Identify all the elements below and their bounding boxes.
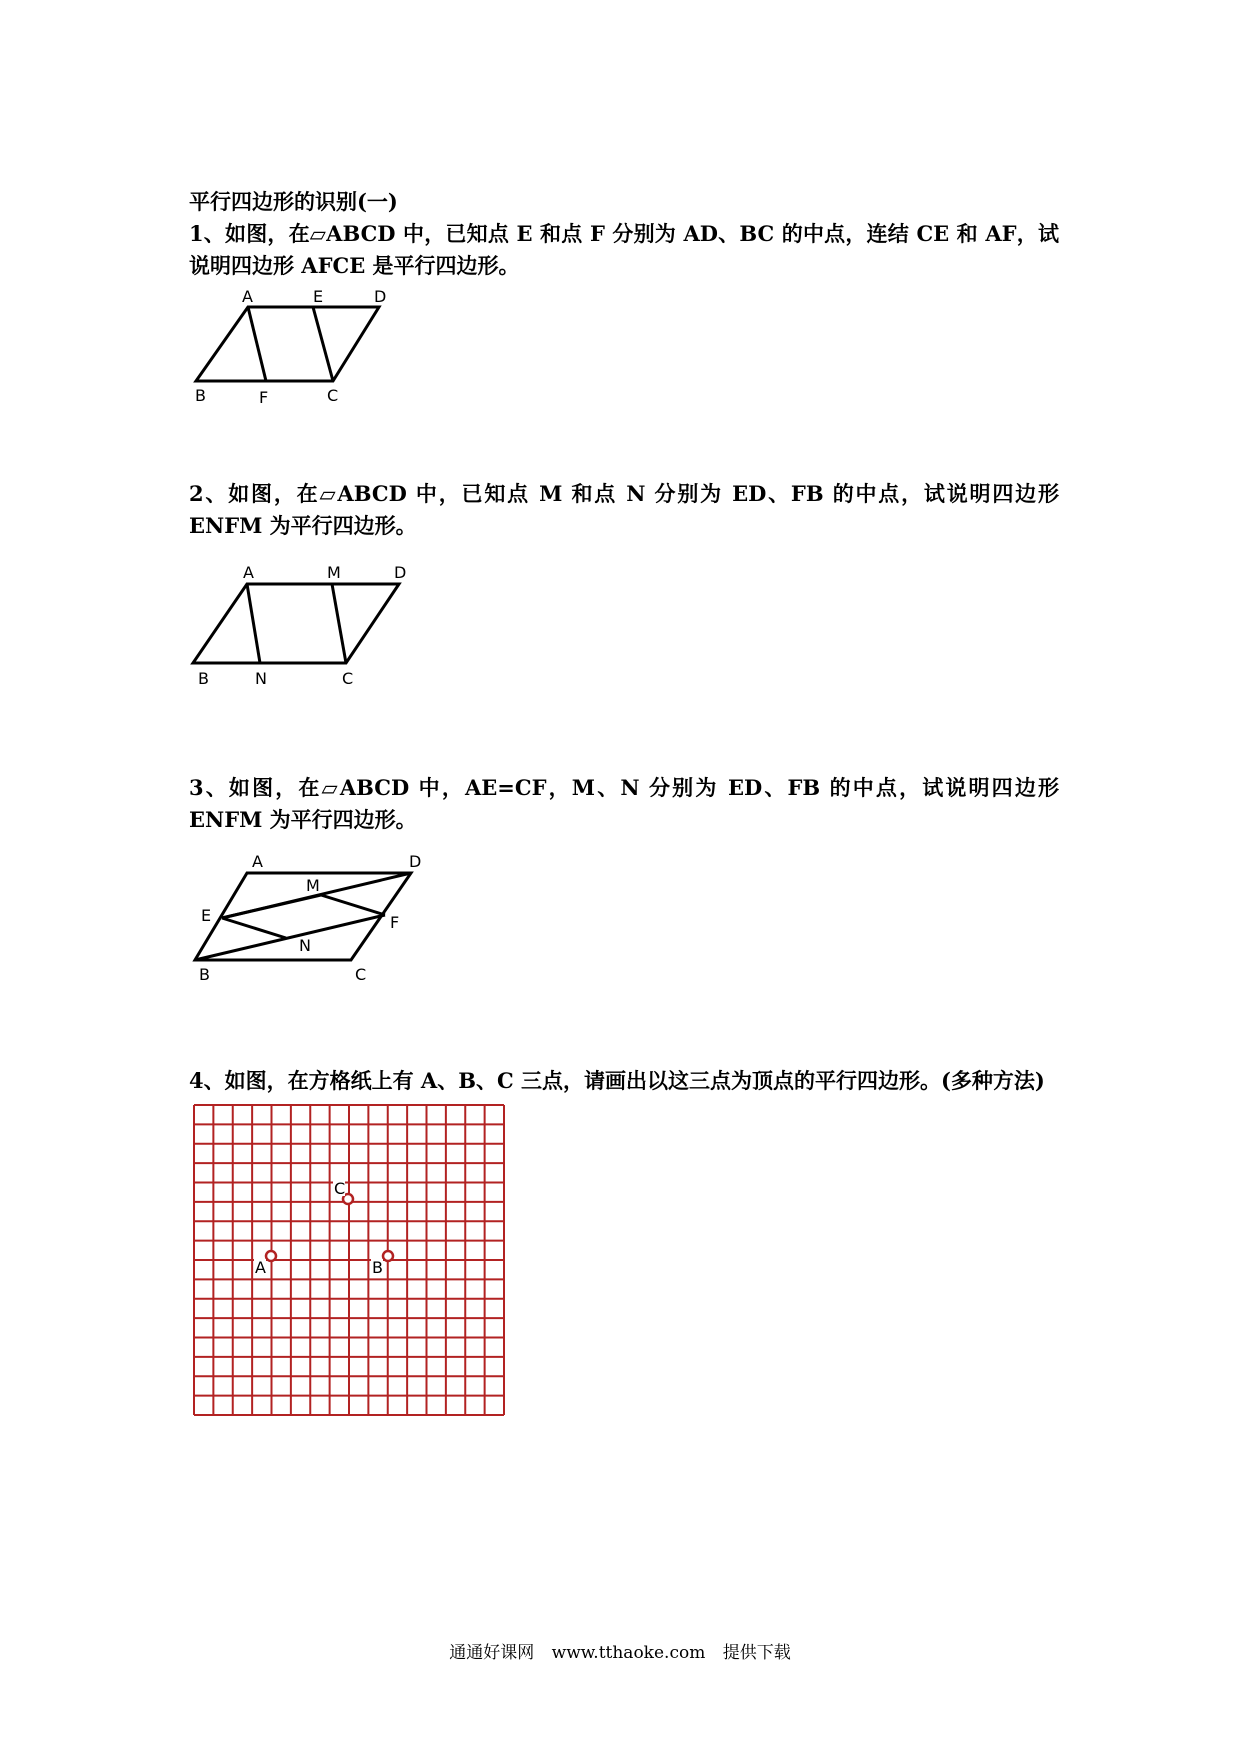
fig1-label-e: E (313, 287, 324, 306)
question-3: 3、如图，在▱ABCD 中，AE=CF，M、N 分别为 ED、FB 的中点，试说明四边形 ENFM 为平行四边形。 (189, 775, 1059, 832)
fig3-label-b: B (199, 965, 210, 984)
grid-lines (194, 1105, 504, 1415)
fig3-segment-em (222, 895, 321, 918)
figure-3 (189, 848, 439, 988)
fig3-segment-mf (321, 895, 385, 915)
fig1-label-b: B (195, 386, 206, 405)
fig3-segment-en (222, 918, 286, 938)
figure-1 (189, 284, 409, 408)
fig2-label-a: A (243, 563, 254, 582)
fig1-label-c: C (327, 386, 339, 405)
question-1: 1、如图，在▱ABCD 中，已知点 E 和点 F 分别为 AD、BC 的中点，连结 CE 和 AF，试说明四边形 AFCE 是平行四边形。 (189, 221, 1059, 278)
fig3-label-m: M (306, 876, 320, 895)
grid-figure (192, 1103, 508, 1419)
fig2-parallelogram-abcd (193, 584, 399, 663)
fig3-label-c: C (355, 965, 367, 984)
fig2-label-d: D (394, 563, 407, 582)
fig2-label-n: N (255, 669, 267, 688)
question-2: 2、如图，在▱ABCD 中，已知点 M 和点 N 分别为 ED、FB 的中点，试说明四边形 ENFM 为平行四边形。 (189, 481, 1059, 538)
page-title: 平行四边形的识别(一) (189, 189, 398, 214)
fig2-segment-an (247, 584, 260, 663)
fig1-label-a: A (242, 287, 253, 306)
fig3-label-e: E (201, 906, 212, 925)
fig3-label-d: D (409, 852, 422, 871)
grid-point-b (383, 1251, 393, 1261)
fig3-label-n: N (299, 936, 311, 955)
fig1-parallelogram-abcd (196, 307, 379, 381)
footer-suffix: 提供下载 (722, 1643, 791, 1663)
fig3-label-a: A (252, 852, 263, 871)
grid-label-a: A (255, 1258, 266, 1277)
footer (0, 1638, 1240, 1663)
grid-label-c: C (334, 1179, 346, 1198)
fig2-segment-mc (332, 584, 346, 663)
fig1-label-f: F (259, 388, 269, 407)
grid-point-a (266, 1251, 276, 1261)
fig2-label-m: M (327, 563, 341, 582)
grid-label-b: B (372, 1258, 383, 1277)
fig3-label-f: F (390, 913, 400, 932)
fig1-segment-af (248, 307, 266, 381)
footer-site-name: 通通好课网 (449, 1643, 535, 1663)
fig1-segment-ec (313, 307, 333, 381)
fig1-label-d: D (374, 287, 387, 306)
figure-2 (189, 560, 419, 686)
fig2-label-c: C (342, 669, 354, 688)
question-4: 4、如图，在方格纸上有 A、B、C 三点，请画出以这三点为顶点的平行四边形。(多种方法) (189, 1068, 1045, 1093)
footer-url[interactable]: www.tthaoke.com (551, 1643, 706, 1663)
fig2-label-b: B (198, 669, 209, 688)
